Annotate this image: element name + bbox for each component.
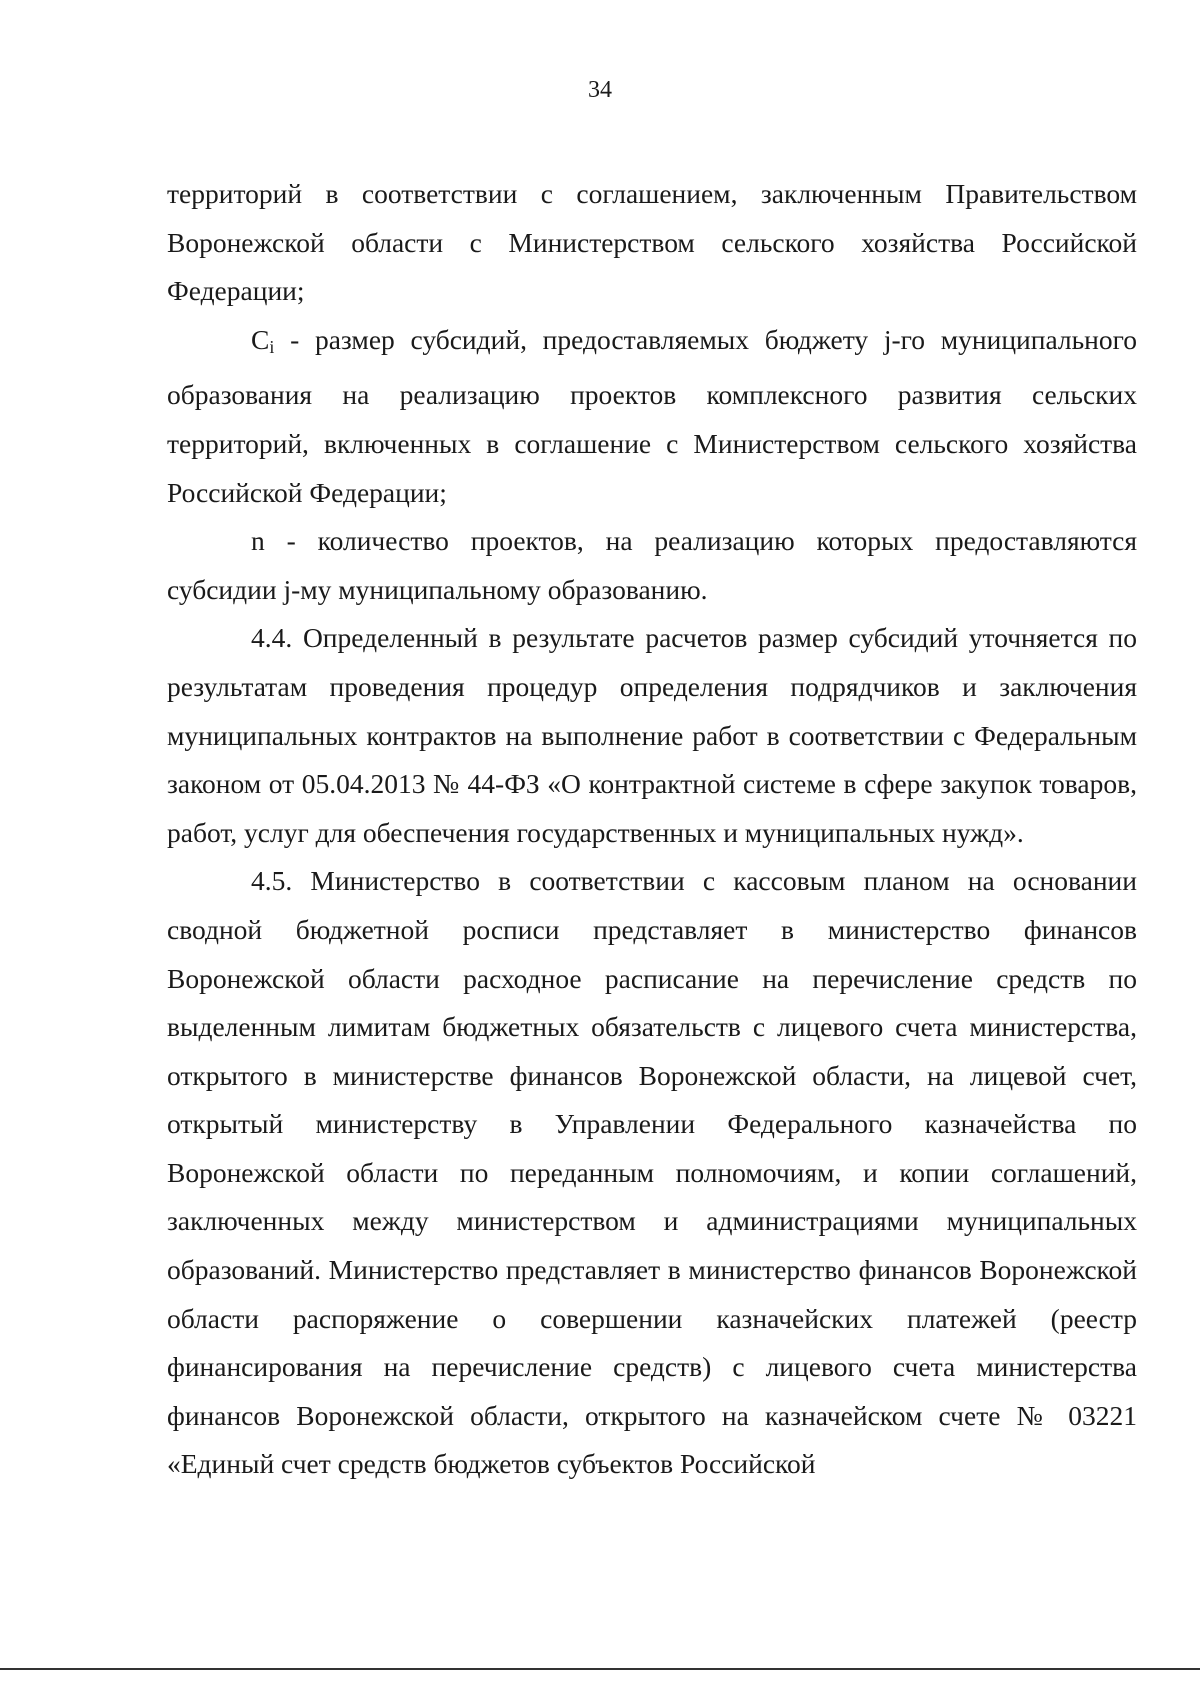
paragraph-4-4: 4.4. Определенный в результате расчетов размер субсидий уточняется по результатам проведения процедур определения подрядчиков и заключения муниципальных контрактов на выполнение работ в соответствии с Федеральным законом от 05.04.2013 № 44-ФЗ «О контрактной системе в сфере закупок товаров, работ, услуг для обеспечения государственных и муниципальных нужд». xyxy=(167,622,1137,848)
ci-symbol: C xyxy=(251,323,270,355)
paragraph-territories: территорий в соответствии с соглашением, заключенным Правительством Воронежской области с Министерством сельского хозяйства Российской Федерации; xyxy=(167,178,1137,307)
paragraph-4-5: 4.5. Министерство в соответствии с кассовым планом на основании сводной бюджетной росписи представляет в министерство финансов Воронежской области расходное расписание на перечисление средств по выделенным лимитам бюджетных обязательств с лицевого счета министерства, открытого в министерстве финансов Воронежской области, на лицевой счет, открытый министерству в Управлении Федерального казначейства по Воронежской области по переданным полномочиям, и копии соглашений, заключенных между министерством и администрациями муниципальных образований. Министерство представляет в министерство финансов Воронежской области распоряжение о совершении казначейских платежей (реестр финансирования на перечисление средств) с лицевого счета министерства финансов Воронежской области, открытого на казначейском счете № 03221 «Единый счет средств бюджетов субъектов Российской xyxy=(167,865,1137,1480)
ci-definition-text: - размер субсидий, предоставляемых бюджету j-го муниципального образования на реализацию проектов комплексного развития сельских территорий, включенных в соглашение с Министерством сельского хозяйства Российской Федерации; xyxy=(167,323,1137,508)
paragraph-n-definition: n - количество проектов, на реализацию которых предоставляются субсидии j-му муниципальному образованию. xyxy=(167,525,1137,605)
ci-subscript: i xyxy=(269,336,275,357)
document-body xyxy=(167,170,1137,1489)
page-number: 34 xyxy=(588,77,612,103)
bottom-divider xyxy=(0,1668,1200,1670)
paragraph-ci-definition xyxy=(167,316,1137,517)
